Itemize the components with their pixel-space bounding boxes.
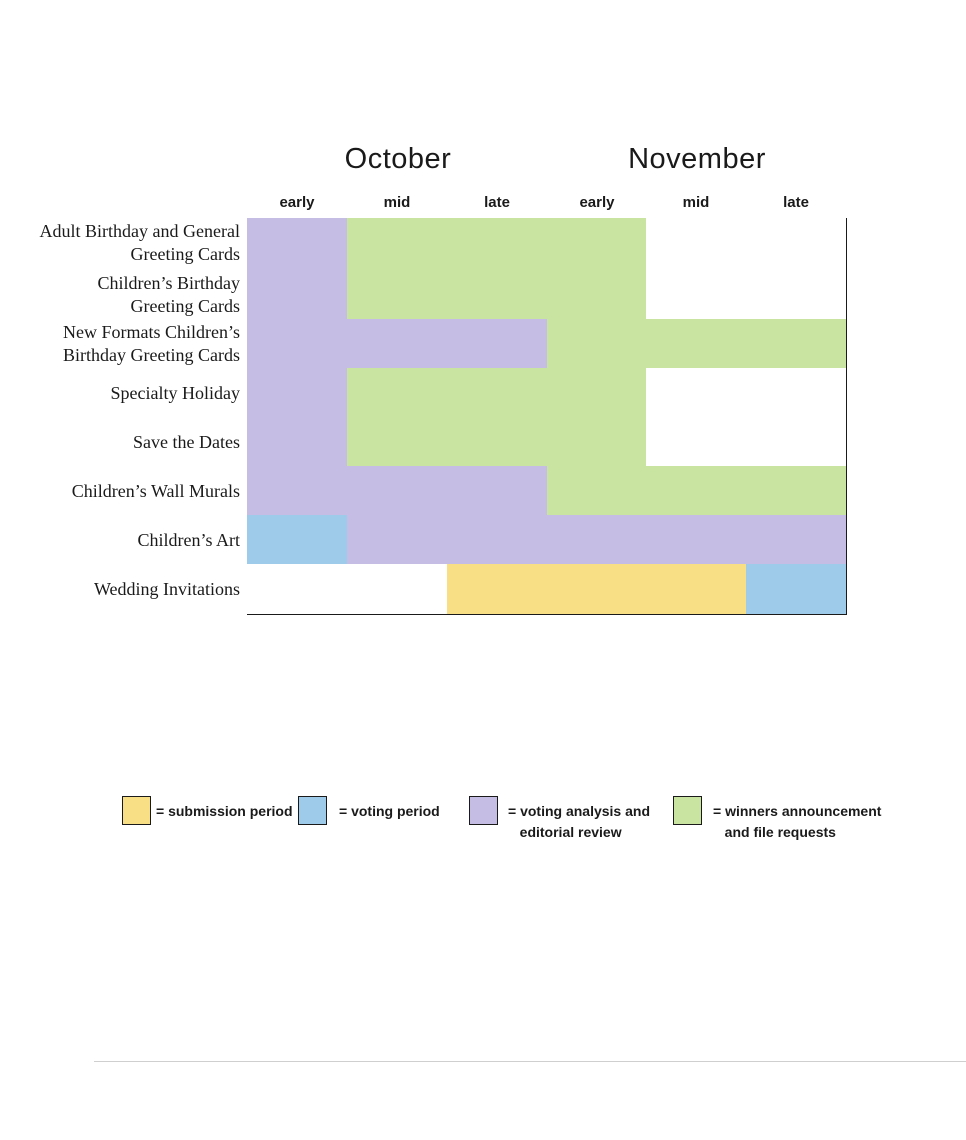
cell-r4-c2: [447, 417, 548, 467]
cell-r7-c4: [646, 564, 747, 615]
cell-r6-c5: [746, 515, 847, 565]
legend-label-submission: = submission period: [156, 803, 293, 819]
cell-r0-c3: [547, 218, 648, 271]
period-header-0: early: [279, 194, 315, 211]
cell-r2-c5: [746, 319, 847, 369]
cell-r2-c0: [247, 319, 348, 369]
cell-r6-c4: [646, 515, 747, 565]
period-header-4: mid: [682, 194, 710, 211]
cell-r1-c2: [447, 270, 548, 320]
legend-swatch-submission: [122, 796, 151, 825]
legend-label-analysis: = voting analysis and editorial review: [508, 803, 650, 840]
cell-r4-c4: [646, 417, 747, 467]
row-label-6: Children’s Art: [137, 529, 240, 550]
row-label-5: Children’s Wall Murals: [71, 480, 240, 501]
cell-r5-c4: [646, 466, 747, 516]
cell-r1-c3: [547, 270, 648, 320]
cell-r3-c3: [547, 368, 648, 418]
period-header-3: early: [579, 194, 615, 211]
cell-r0-c1: [347, 218, 448, 271]
period-header-2: late: [484, 194, 510, 211]
cell-r4-c1: [347, 417, 448, 467]
cell-r1-c5: [746, 270, 847, 320]
cell-r3-c2: [447, 368, 548, 418]
cell-r3-c4: [646, 368, 747, 418]
cell-r0-c2: [447, 218, 548, 271]
cell-r7-c0: [247, 564, 348, 615]
cell-r6-c2: [447, 515, 548, 565]
cell-r5-c3: [547, 466, 648, 516]
cell-r4-c0: [247, 417, 348, 467]
row-label-7: Wedding Invitations: [93, 578, 240, 599]
row-label-2: New Formats Children’s Birthday Greeting Cards: [63, 322, 240, 365]
cell-r5-c2: [447, 466, 548, 516]
cell-r0-c4: [646, 218, 747, 271]
schedule-grid: [247, 218, 847, 615]
cell-r2-c3: [547, 319, 648, 369]
legend-label-voting: = voting period: [339, 803, 440, 819]
cell-r7-c5: [746, 564, 847, 615]
cell-r6-c1: [347, 515, 448, 565]
cell-r1-c4: [646, 270, 747, 320]
period-header-5: late: [783, 194, 809, 211]
month-header-october: October: [344, 143, 452, 175]
cell-r1-c0: [247, 270, 348, 320]
cell-r7-c3: [547, 564, 648, 615]
legend-swatch-winners: [673, 796, 702, 825]
cell-r4-c3: [547, 417, 648, 467]
row-label-3: Specialty Holiday: [110, 382, 240, 403]
legend-swatch-voting: [298, 796, 327, 825]
row-label-4: Save the Dates: [133, 431, 240, 452]
cell-r6-c0: [247, 515, 348, 565]
legend-swatch-analysis: [469, 796, 498, 825]
cell-r2-c2: [447, 319, 548, 369]
cell-r6-c3: [547, 515, 648, 565]
cell-r3-c5: [746, 368, 847, 418]
cell-r5-c0: [247, 466, 348, 516]
cell-r3-c1: [347, 368, 448, 418]
cell-r4-c5: [746, 417, 847, 467]
cell-r5-c5: [746, 466, 847, 516]
cell-r7-c2: [447, 564, 548, 615]
cell-r1-c1: [347, 270, 448, 320]
cell-r0-c0: [247, 218, 348, 271]
bottom-divider: [94, 1061, 966, 1062]
cell-r0-c5: [746, 218, 847, 271]
legend-label-winners: = winners announcement and file requests: [713, 803, 882, 840]
cell-r2-c4: [646, 319, 747, 369]
cell-r5-c1: [347, 466, 448, 516]
row-label-1: Children’s Birthday Greeting Cards: [97, 273, 240, 316]
cell-r2-c1: [347, 319, 448, 369]
cell-r7-c1: [347, 564, 448, 615]
cell-r3-c0: [247, 368, 348, 418]
row-label-0: Adult Birthday and General Greeting Cards: [39, 221, 240, 264]
period-header-1: mid: [383, 194, 411, 211]
month-header-november: November: [628, 143, 766, 175]
